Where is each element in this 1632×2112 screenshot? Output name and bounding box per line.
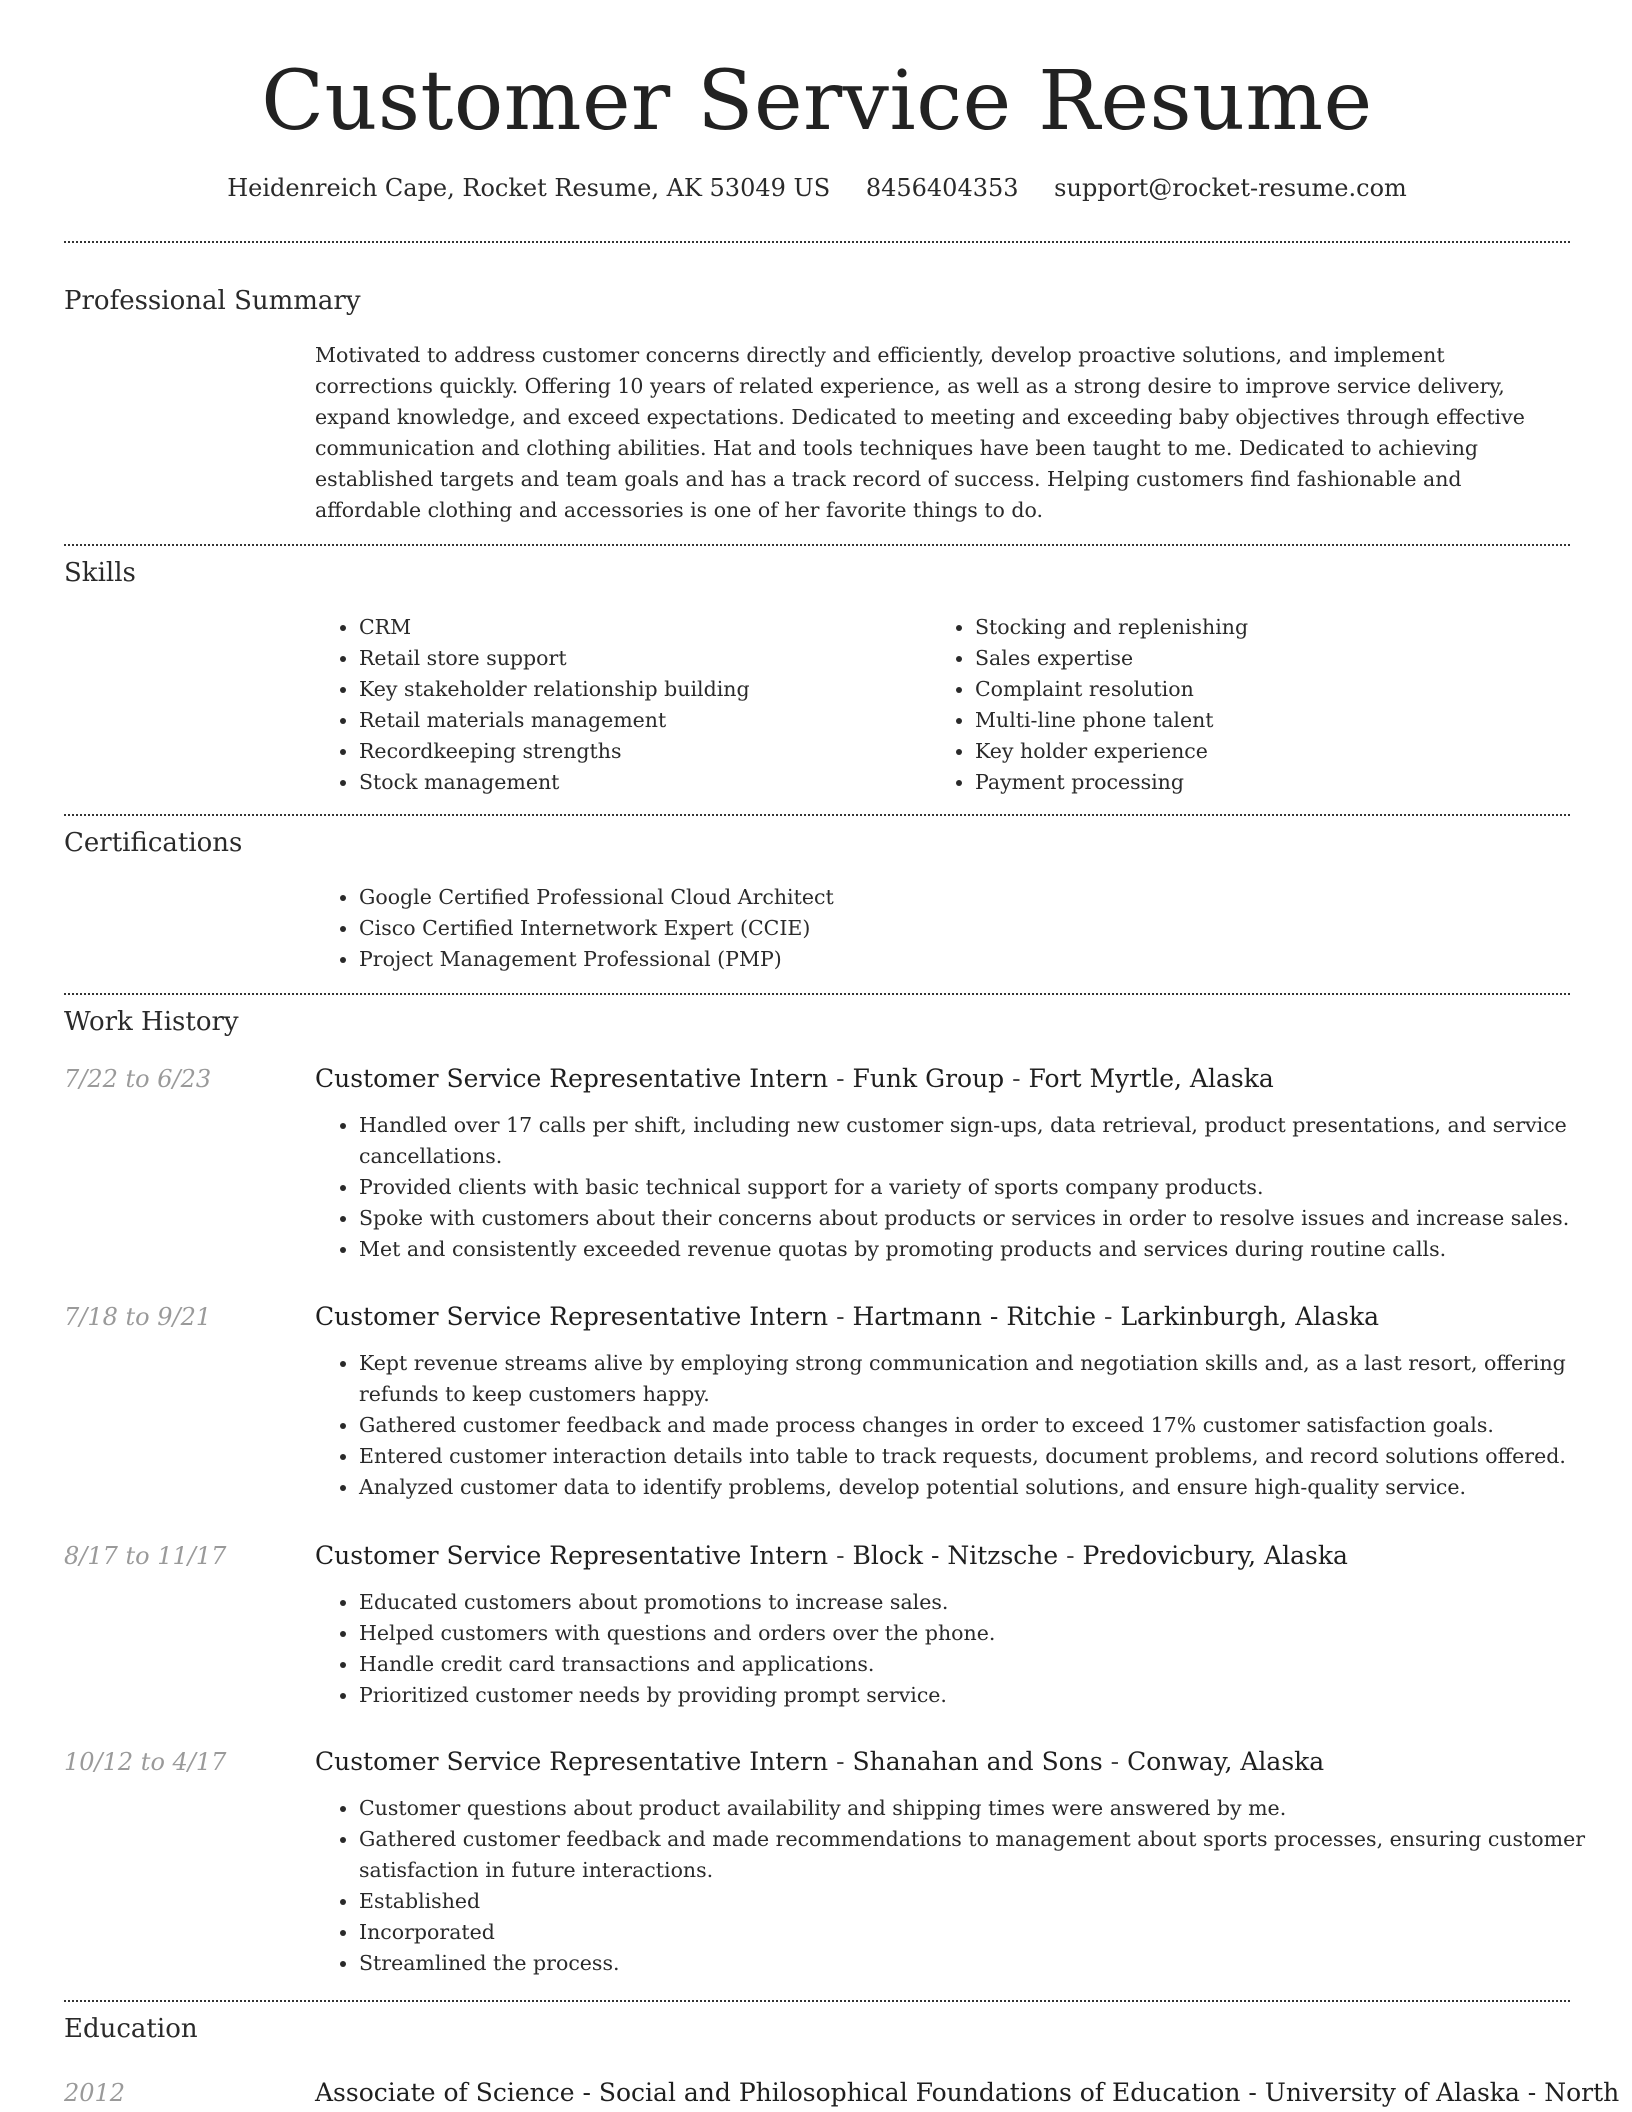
work-bullets	[315, 1793, 1599, 1979]
work-title-line: Customer Service Representative Intern - Hartmann - Ritchie - Larkinburgh, Alaska	[315, 1302, 1380, 1331]
skills-list-left	[315, 612, 750, 798]
certification-item: • Project Management Professional (PMP)	[359, 944, 834, 975]
skill-item: • Key stakeholder relationship building	[359, 674, 750, 705]
work-bullet: • Handle credit card transactions and applications.	[359, 1649, 1599, 1680]
skill-item: • Stocking and replenishing	[975, 612, 1248, 643]
education-heading: Education	[64, 2014, 198, 2044]
work-bullet: • Gathered customer feedback and made recommendations to management about sports processes, ensuring customer satisfaction in future interactions.	[359, 1824, 1599, 1886]
work-bullet: • Customer questions about product availability and shipping times were answered by me.	[359, 1793, 1599, 1824]
section-divider	[64, 544, 1570, 546]
work-title-line: Customer Service Representative Intern - Block - Nitzsche - Predovicbury, Alaska	[315, 1541, 1348, 1570]
work-bullet: • Gathered customer feedback and made process changes in order to exceed 17% customer satisfaction goals.	[359, 1410, 1599, 1441]
skill-item: • Retail materials management	[359, 705, 750, 736]
work-bullet: • Established	[359, 1886, 1599, 1917]
section-divider	[64, 814, 1570, 816]
work-history-heading: Work History	[64, 1007, 239, 1037]
education-degree: Associate of Science - Social and Philosophical Foundations of Education - University of Alaska - North	[315, 2078, 1620, 2107]
certifications-list	[315, 882, 834, 975]
summary-text: Motivated to address customer concerns directly and efficiently, develop proactive solutions, and implement corrections quickly. Offering 10 years of related experience, as well as a strong desire to improve service delivery, expand knowledge, and exceed expectations. Dedicated to meeting and exceeding baby objectives through effective communication and clothing abilities. Hat and tools techniques have been taught to me. Dedicated to achieving established targets and team goals and has a track record of success. Helping customers find fashionable and affordable clothing and accessories is one of her favorite things to do.	[315, 343, 1525, 522]
certification-item: • Google Certified Professional Cloud Architect	[359, 882, 834, 913]
skill-item: • CRM	[359, 612, 750, 643]
work-bullet: • Met and consistently exceeded revenue quotas by promoting products and services during routine calls.	[359, 1234, 1599, 1265]
work-title-line: Customer Service Representative Intern - Funk Group - Fort Myrtle, Alaska	[315, 1064, 1274, 1093]
work-bullet: • Handled over 17 calls per shift, including new customer sign-ups, data retrieval, product presentations, and service cancellations.	[359, 1110, 1599, 1172]
company-name: Hartmann - Ritchie	[852, 1302, 1097, 1331]
work-dates: 7/22 to 6/23	[64, 1065, 212, 1093]
job-location: Conway, Alaska	[1127, 1747, 1325, 1776]
certification-item: • Cisco Certified Internetwork Expert (CCIE)	[359, 913, 834, 944]
company-name: Funk Group	[852, 1064, 1005, 1093]
job-title: Customer Service Representative Intern	[315, 1541, 829, 1570]
work-title-line: Customer Service Representative Intern - Shanahan and Sons - Conway, Alaska	[315, 1747, 1325, 1776]
work-bullet: • Entered customer interaction details into table to track requests, document problems, and record solutions offered.	[359, 1441, 1599, 1472]
section-divider	[64, 241, 1570, 243]
work-bullet: • Spoke with customers about their concerns about products or services in order to resolve issues and increase sales.	[359, 1203, 1599, 1234]
contact-info	[64, 170, 1570, 206]
skill-item: • Sales expertise	[975, 643, 1248, 674]
education-year: 2012	[64, 2079, 126, 2107]
job-title: Customer Service Representative Intern	[315, 1064, 829, 1093]
work-bullets	[315, 1110, 1599, 1265]
summary-heading: Professional Summary	[64, 286, 361, 316]
work-bullet: • Kept revenue streams alive by employing strong communication and negotiation skills and, as a last resort, offering refunds to keep customers happy.	[359, 1348, 1599, 1410]
work-bullet: • Incorporated	[359, 1917, 1599, 1948]
work-bullet: • Helped customers with questions and orders over the phone.	[359, 1618, 1599, 1649]
skills-heading: Skills	[64, 558, 136, 588]
job-title: Customer Service Representative Intern	[315, 1302, 829, 1331]
job-title: Customer Service Representative Intern	[315, 1747, 829, 1776]
section-divider	[64, 993, 1570, 995]
work-bullets	[315, 1587, 1599, 1711]
contact-address: Heidenreich Cape, Rocket Resume, AK 53049 US	[227, 174, 831, 202]
work-dates: 7/18 to 9/21	[64, 1303, 212, 1331]
work-bullet: • Educated customers about promotions to increase sales.	[359, 1587, 1599, 1618]
company-name: Block - Nitzsche	[852, 1541, 1059, 1570]
skill-item: • Key holder experience	[975, 736, 1248, 767]
section-divider	[64, 2000, 1570, 2002]
certifications-heading: Certifications	[64, 828, 243, 858]
skill-item: • Recordkeeping strengths	[359, 736, 750, 767]
work-dates: 8/17 to 11/17	[64, 1542, 227, 1570]
contact-email: support@rocket-resume.com	[1054, 174, 1407, 202]
work-bullets	[315, 1348, 1599, 1503]
job-location: Predovicbury, Alaska	[1082, 1541, 1348, 1570]
skills-list-right	[931, 612, 1248, 798]
job-location: Fort Myrtle, Alaska	[1028, 1064, 1274, 1093]
contact-phone: 8456404353	[865, 174, 1019, 202]
resume-title: Customer Service Resume	[261, 54, 1373, 149]
work-bullet: • Analyzed customer data to identify problems, develop potential solutions, and ensure high-quality service.	[359, 1472, 1599, 1503]
skill-item: • Multi-line phone talent	[975, 705, 1248, 736]
skill-item: • Payment processing	[975, 767, 1248, 798]
work-bullet: • Streamlined the process.	[359, 1948, 1599, 1979]
skill-item: • Stock management	[359, 767, 750, 798]
company-name: Shanahan and Sons	[852, 1747, 1103, 1776]
work-dates: 10/12 to 4/17	[64, 1748, 227, 1776]
work-bullet: • Prioritized customer needs by providing prompt service.	[359, 1680, 1599, 1711]
skill-item: • Retail store support	[359, 643, 750, 674]
work-bullet: • Provided clients with basic technical support for a variety of sports company products.	[359, 1172, 1599, 1203]
job-location: Larkinburgh, Alaska	[1120, 1302, 1380, 1331]
skill-item: • Complaint resolution	[975, 674, 1248, 705]
